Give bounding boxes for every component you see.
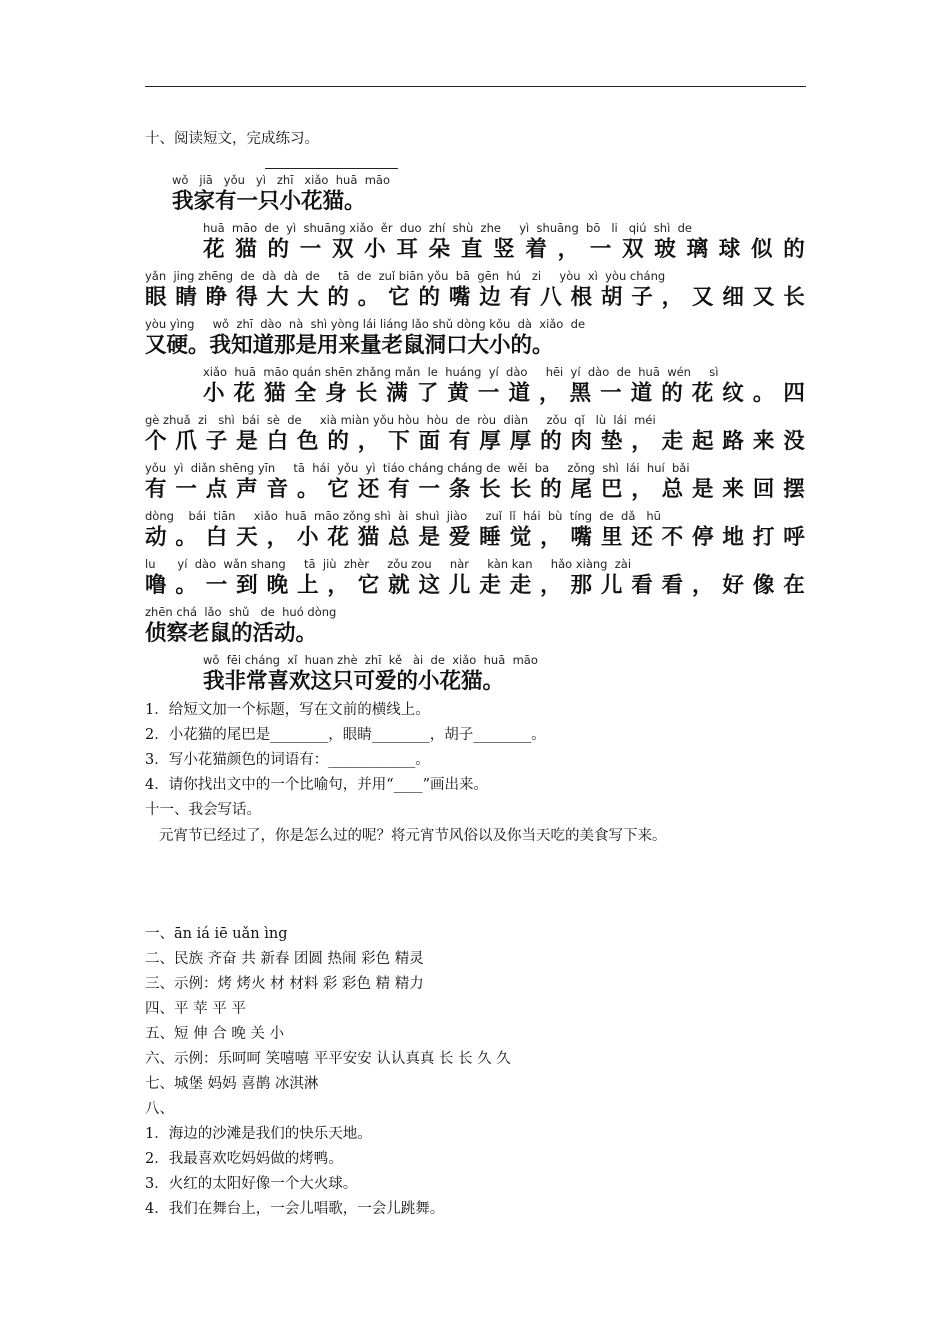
section11-heading: 十一、我会写话。 bbox=[145, 802, 261, 818]
answer-line: 六、示例：乐呵呵 笑嘻嘻 平平安安 认认真真 长 长 久 久 bbox=[145, 1051, 511, 1067]
passage-title-line bbox=[145, 172, 805, 220]
writing-prompt: 元宵节已经过了，你是怎么过的呢？将元宵节风俗以及你当天吃的美食写下来。 bbox=[159, 828, 667, 844]
answer-line: 四、平 苹 平 平 bbox=[145, 1001, 246, 1017]
title-blank-line bbox=[265, 168, 398, 169]
pinyin-row: yǒu yì diǎn shēng yīn tā hái yǒu yì tiáo cháng cháng de wěi ba zǒng shì lái huí bǎi bbox=[145, 461, 690, 475]
passage-line bbox=[145, 652, 805, 700]
hanzi-row: 我家有一只小花猫。 bbox=[172, 189, 366, 214]
answer-line: 1．海边的沙滩是我们的快乐天地。 bbox=[145, 1126, 372, 1142]
hanzi-row: 我非常喜欢这只可爱的小花猫。 bbox=[203, 669, 505, 694]
hanzi-row: 小 花 猫 全 身 长 满 了 黄 一 道 ， 黑 一 道 的 花 纹 。 四 bbox=[203, 381, 805, 406]
answer-line: 2．我最喜欢吃妈妈做的烤鸭。 bbox=[145, 1151, 343, 1167]
question-3: 3．写小花猫颜色的词语有：____________。 bbox=[145, 752, 430, 768]
answer-line: 三、示例：烤 烤火 材 材料 彩 彩色 精 精力 bbox=[145, 976, 424, 992]
passage-line bbox=[145, 556, 805, 604]
answer-line: 二、民族 齐奋 共 新春 团圆 热闹 彩色 精灵 bbox=[145, 951, 424, 967]
answer-line: 4．我们在舞台上，一会儿唱歌，一会儿跳舞。 bbox=[145, 1201, 445, 1217]
pinyin-row: zhēn chá lǎo shǔ de huó dòng bbox=[145, 605, 337, 619]
pinyin-row: yǎn jing zhēng de dà dà de tā de zuǐ biān yǒu bā gēn hú zi yòu xì yòu cháng bbox=[145, 269, 666, 283]
answer-line: 八、 bbox=[145, 1101, 174, 1117]
section10-heading: 十、阅读短文，完成练习。 bbox=[145, 131, 319, 147]
pinyin-row: xiǎo huā māo quán shēn zhǎng mǎn le huáng yí dào hēi yí dào de huā wén sì bbox=[203, 365, 719, 379]
top-rule bbox=[145, 86, 806, 87]
hanzi-row: 有 一 点 声 音 。 它 还 有 一 条 长 长 的 尾 巴 ， 总 是 来 回 摆 bbox=[145, 477, 805, 502]
passage-line bbox=[145, 460, 805, 508]
pinyin-row: wǒ fēi cháng xǐ huan zhè zhī kě ài de xiǎo huā māo bbox=[203, 653, 538, 667]
pinyin-row: huā māo de yì shuāng xiǎo ěr duo zhí shù zhe yì shuāng bō li qiú shì de bbox=[203, 221, 692, 235]
answer-line: 七、城堡 妈妈 喜鹊 冰淇淋 bbox=[145, 1076, 319, 1092]
pinyin-row: gè zhuǎ zi shì bái sè de xià miàn yǒu hòu hòu de ròu diàn zǒu qǐ lù lái méi bbox=[145, 413, 656, 427]
pinyin-row: yòu yìng wǒ zhī dào nà shì yòng lái liáng lǎo shǔ dòng kǒu dà xiǎo de bbox=[145, 317, 586, 331]
passage-line bbox=[145, 220, 805, 268]
hanzi-row: 动 。 白 天 ， 小 花 猫 总 是 爱 睡 觉 ， 嘴 里 还 不 停 地 打 呼 bbox=[145, 525, 805, 550]
hanzi-row: 眼 睛 睁 得 大 大 的 。 它 的 嘴 边 有 八 根 胡 子 ， 又 细 又 长 bbox=[145, 285, 805, 310]
answer-line: 3．火红的太阳好像一个大火球。 bbox=[145, 1176, 358, 1192]
question-4: 4．请你找出文中的一个比喻句，并用“____”画出来。 bbox=[145, 777, 489, 793]
question-1: 1．给短文加一个标题，写在文前的横线上。 bbox=[145, 702, 430, 718]
hanzi-row: 花 猫 的 一 双 小 耳 朵 直 竖 着 ， 一 双 玻 璃 球 似 的 bbox=[203, 237, 805, 262]
hanzi-row: 又硬。我知道那是用来量老鼠洞口大小的。 bbox=[145, 333, 554, 358]
hanzi-row: 侦察老鼠的活动。 bbox=[145, 621, 318, 646]
passage-line bbox=[145, 508, 805, 556]
passage-line bbox=[145, 316, 805, 364]
hanzi-row: 噜 。 一 到 晚 上 ， 它 就 这 儿 走 走 ， 那 儿 看 看 ， 好 像 在 bbox=[145, 573, 805, 598]
pinyin-row: dòng bái tiān xiǎo huā māo zǒng shì ài shuì jiào zuǐ lǐ hái bù tíng de dǎ hū bbox=[145, 509, 661, 523]
passage-line bbox=[145, 412, 805, 460]
answer-line: 五、短 伸 合 晚 关 小 bbox=[145, 1026, 285, 1042]
pinyin-row: wǒ jiā yǒu yì zhī xiǎo huā māo bbox=[172, 173, 390, 187]
passage-line bbox=[145, 364, 805, 412]
pinyin-row: lu yí dào wǎn shang tā jiù zhèr zǒu zou nàr kàn kan hǎo xiàng zài bbox=[145, 557, 632, 571]
passage-line bbox=[145, 604, 805, 652]
passage-line bbox=[145, 268, 805, 316]
question-2: 2．小花猫的尾巴是________，眼睛________，胡子________。 bbox=[145, 727, 546, 743]
answer-line: 一、ān iá iē uǎn ìng bbox=[145, 926, 288, 942]
reading-passage bbox=[145, 172, 805, 700]
hanzi-row: 个 爪 子 是 白 色 的 ， 下 面 有 厚 厚 的 肉 垫 ， 走 起 路 来 没 bbox=[145, 429, 805, 454]
